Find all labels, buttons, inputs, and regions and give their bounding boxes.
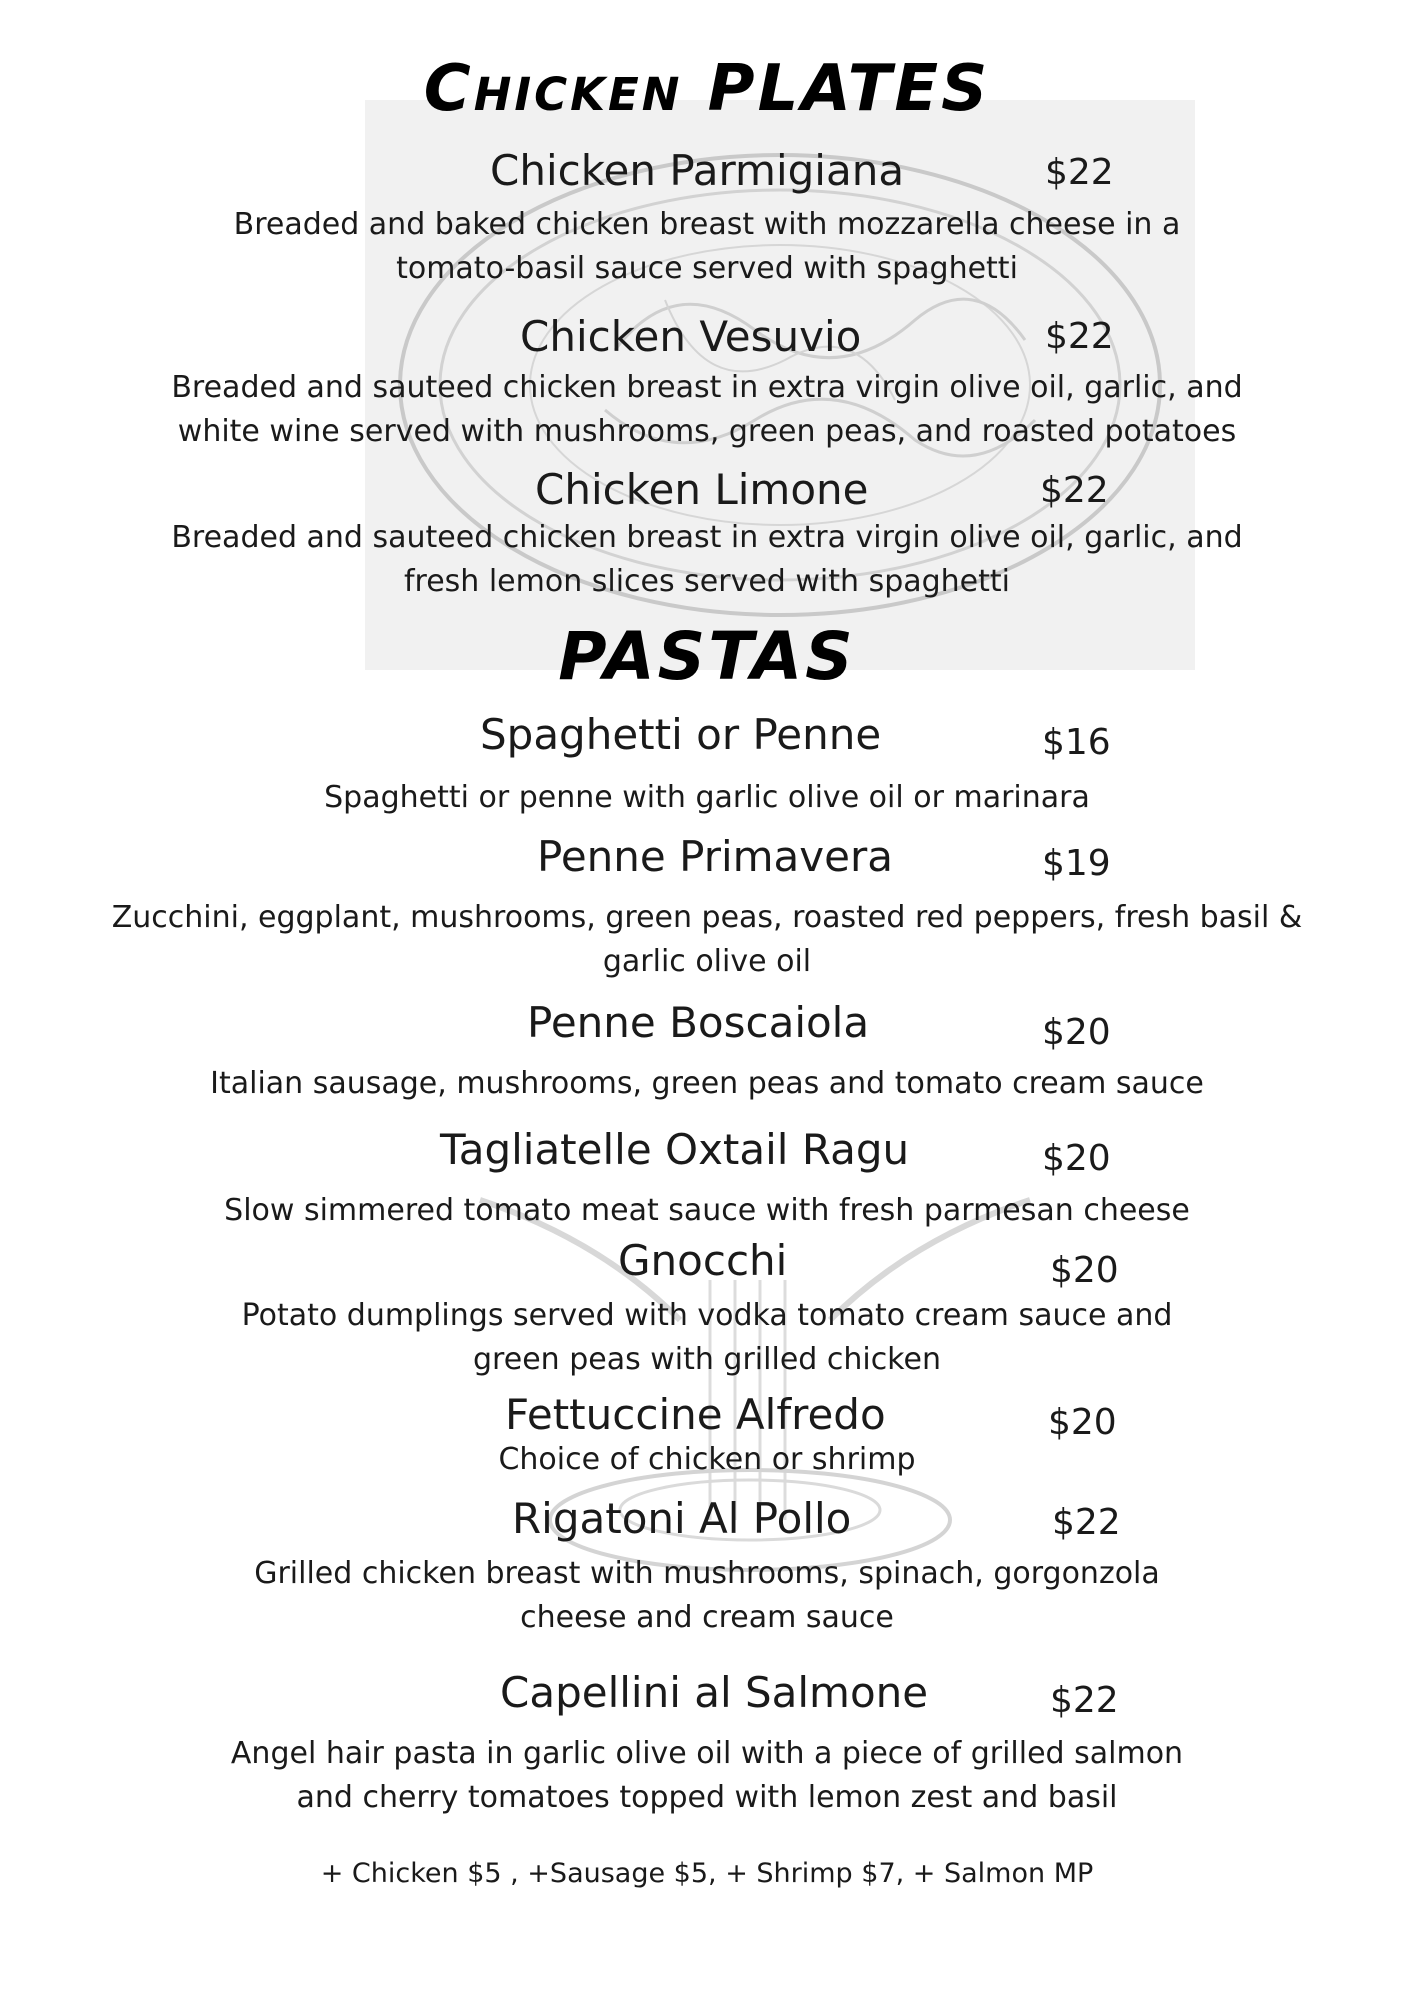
menu-item-price: $22 bbox=[1045, 316, 1114, 357]
menu-item-name: Penne Primavera bbox=[537, 832, 893, 881]
menu-item-price: $22 bbox=[1040, 470, 1109, 511]
menu-item-name: Chicken Parmigiana bbox=[490, 146, 905, 195]
menu-item-description: Breaded and sauteed chicken breast in extra virgin olive oil, garlic, and white wine served with mushrooms, green peas, and roasted potatoes bbox=[171, 370, 1243, 449]
menu-item-name: Penne Boscaiola bbox=[527, 998, 870, 1047]
menu-item-description: Choice of chicken or shrimp bbox=[498, 1442, 916, 1477]
menu-item-price: $20 bbox=[1050, 1250, 1119, 1291]
menu-item-name: Tagliatelle Oxtail Ragu bbox=[440, 1125, 910, 1174]
menu-item-description: Breaded and sauteed chicken breast in extra virgin olive oil, garlic, and fresh lemon slices served with spaghetti bbox=[171, 520, 1243, 599]
menu-item-description: Potato dumplings served with vodka tomato cream sauce and green peas with grilled chicken bbox=[241, 1298, 1173, 1377]
menu-item-name: Chicken Limone bbox=[535, 465, 869, 514]
add-ons-footer: + Chicken $5 , +Sausage $5, + Shrimp $7, + Salmon MP bbox=[320, 1858, 1094, 1889]
menu-item-price: $16 bbox=[1042, 722, 1111, 763]
menu-item-price: $22 bbox=[1052, 1502, 1121, 1543]
menu-item-description: Angel hair pasta in garlic olive oil with a piece of grilled salmon and cherry tomatoes topped with lemon zest and basil bbox=[230, 1736, 1184, 1815]
menu-item-description: Italian sausage, mushrooms, green peas and tomato cream sauce bbox=[210, 1066, 1204, 1101]
menu-item-price: $22 bbox=[1050, 1680, 1119, 1721]
menu-item-description: Slow simmered tomato meat sauce with fresh parmesan cheese bbox=[224, 1193, 1190, 1228]
menu-item-name: Fettuccine Alfredo bbox=[505, 1390, 886, 1439]
menu-item-price: $20 bbox=[1042, 1138, 1111, 1179]
menu-item-description: Grilled chicken breast with mushrooms, spinach, gorgonzola cheese and cream sauce bbox=[254, 1556, 1160, 1635]
pastas-heading: PASTAS bbox=[558, 618, 856, 695]
menu-item-description: Breaded and baked chicken breast with mozzarella cheese in a tomato-basil sauce served with spaghetti bbox=[233, 207, 1181, 286]
menu-item-description: Spaghetti or penne with garlic olive oil or marinara bbox=[324, 780, 1090, 815]
menu-item-price: $19 bbox=[1042, 843, 1111, 884]
menu-item-name: Gnocchi bbox=[618, 1236, 788, 1285]
menu-item-price: $20 bbox=[1048, 1402, 1117, 1443]
menu-item-name: Capellini al Salmone bbox=[500, 1668, 929, 1717]
chicken-plates-heading: Chicken PLATES bbox=[423, 52, 991, 126]
menu-item-name: Rigatoni Al Pollo bbox=[512, 1494, 852, 1543]
menu-item-price: $20 bbox=[1042, 1012, 1111, 1053]
menu-item-name: Spaghetti or Penne bbox=[480, 710, 882, 759]
menu-item-name: Chicken Vesuvio bbox=[520, 312, 862, 361]
menu-item-description: Zucchini, eggplant, mushrooms, green peas, roasted red peppers, fresh basil & garlic olive oil bbox=[111, 900, 1303, 979]
menu-item-price: $22 bbox=[1045, 152, 1114, 193]
